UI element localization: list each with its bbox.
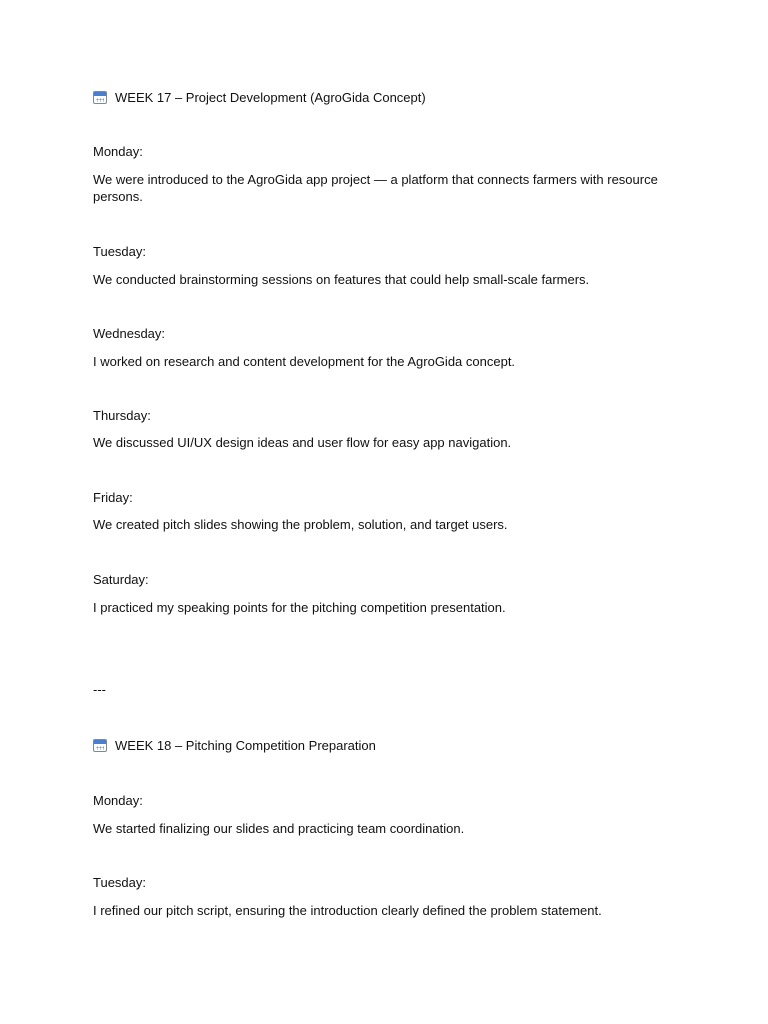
week-17-thursday-text: We discussed UI/UX design ideas and user flow for easy app navigation. [93, 435, 512, 450]
section-divider: --- [93, 682, 106, 697]
calendar-icon [93, 91, 107, 104]
week-17-tuesday-label: Tuesday: [93, 244, 146, 259]
week-18-monday-text: We started finalizing our slides and practicing team coordination. [93, 821, 465, 836]
week-17-wednesday-text: I worked on research and content development for the AgroGida concept. [93, 354, 516, 369]
week-17-friday-text: We created pitch slides showing the problem, solution, and target users. [93, 517, 508, 532]
week-17-wednesday-label: Wednesday: [93, 326, 166, 341]
week-17-title: WEEK 17 – Project Development (AgroGida Concept) [115, 90, 426, 105]
week-18-tuesday-label: Tuesday: [93, 875, 146, 890]
calendar-icon [93, 739, 107, 752]
week-17-friday-label: Friday: [93, 490, 133, 505]
week-17-saturday-label: Saturday: [93, 572, 149, 587]
week-17-heading [93, 89, 426, 106]
week-17-thursday-label: Thursday: [93, 408, 151, 423]
week-18-title: WEEK 18 – Pitching Competition Preparation [115, 738, 376, 753]
week-18-heading [93, 737, 376, 754]
week-17-saturday-text: I practiced my speaking points for the pitching competition presentation. [93, 600, 506, 615]
week-18-tuesday-text: I refined our pitch script, ensuring the introduction clearly defined the problem statement. [93, 903, 602, 918]
week-17-tuesday-text: We conducted brainstorming sessions on features that could help small-scale farmers. [93, 272, 590, 287]
week-18-monday-label: Monday: [93, 793, 143, 808]
week-17-monday-text: We were introduced to the AgroGida app project — a platform that connects farmers with resource persons. [93, 172, 658, 204]
week-17-monday-label: Monday: [93, 144, 143, 159]
